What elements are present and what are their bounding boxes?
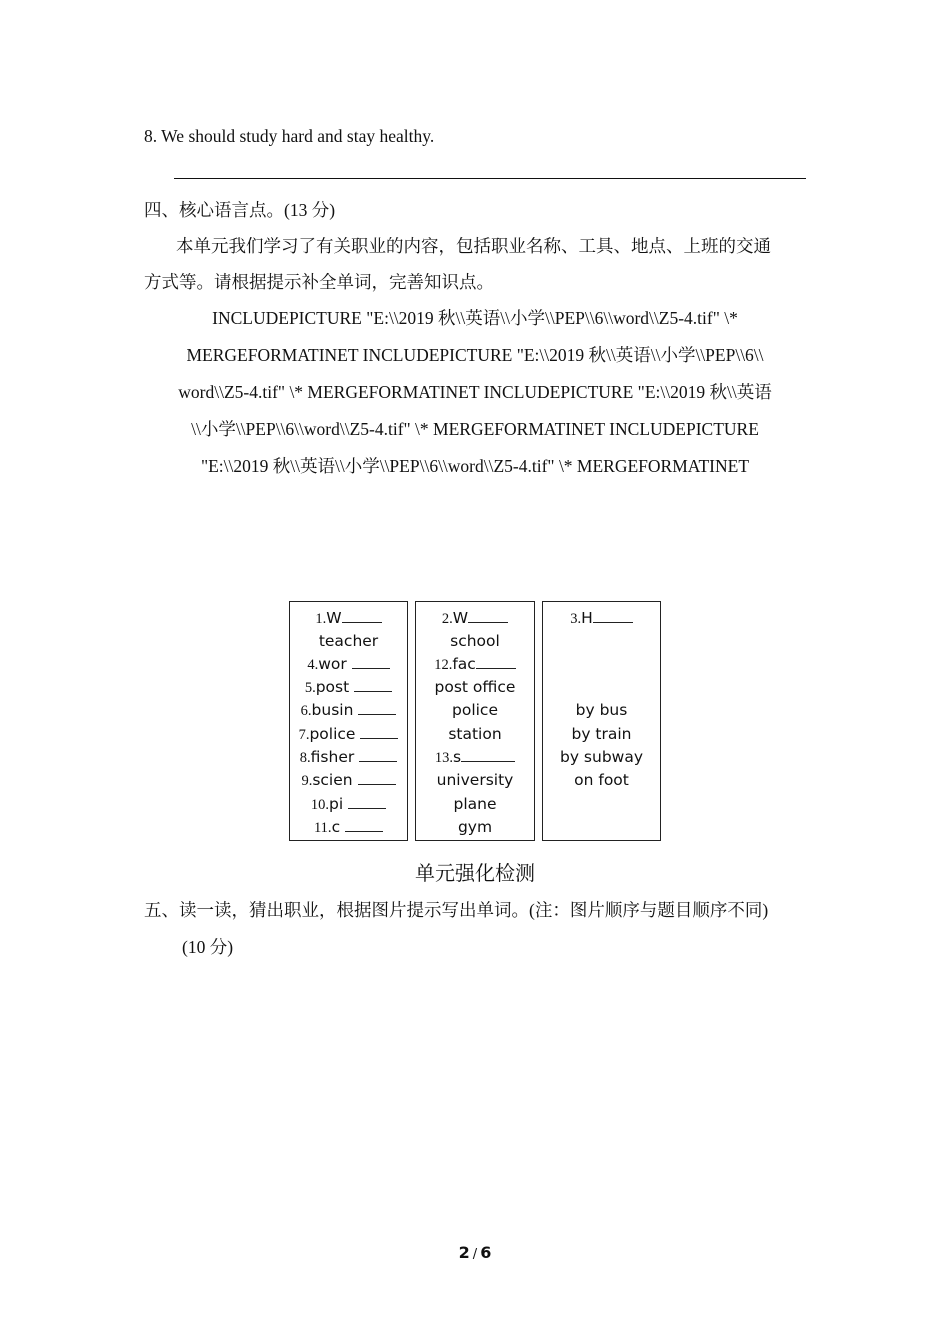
item-8: 8.fisher [290,748,407,767]
section-4-intro-line-2: 方式等。请根据提示补全单词，完善知识点。 [144,272,494,292]
word-school: school [450,632,500,650]
word-teacher: teacher [318,632,379,650]
box-2-header: 2.W [416,609,534,628]
item-10: 10.pi [290,795,407,814]
word-on-foot: on foot [574,771,629,789]
question-8: 8. We should study hard and stay healthy. [144,126,435,146]
box-3-header: 3.H [543,609,660,628]
word-by-subway: by subway [559,748,644,766]
transport-box [542,601,661,841]
word-by-bus: by bus [575,701,628,719]
word-police: police [452,701,498,719]
word-university: university [436,771,514,789]
word-station: station [448,725,502,743]
item-13: 13.s [416,748,534,767]
field-code-line: MERGEFORMATINET INCLUDEPICTURE "E:\\2019 秋\\英语\\小学\\PEP\\6\\ [186,345,764,365]
item-12: 12.fac [416,655,534,674]
item-9: 9.scien [290,771,407,790]
field-code-line: "E:\\2019 秋\\英语\\小学\\PEP\\6\\word\\Z5-4.tif" \* MERGEFORMATINET [200,456,750,476]
box-1-header: 1.W [290,609,407,628]
item-6: 6.busin [290,701,407,720]
word-plane: plane [453,795,497,813]
field-code-line: word\\Z5-4.tif" \* MERGEFORMATINET INCLUDEPICTURE "E:\\2019 秋\\英语 [178,382,772,402]
section-4-intro-line-1: 本单元我们学习了有关职业的内容，包括职业名称、工具、地点、上班的交通 [176,236,771,256]
item-7: 7.police [290,725,407,744]
section-5-heading: 五、读一读，猜出职业，根据图片提示写出单词。(注：图片顺序与题目顺序不同) [144,900,769,920]
unit-title: 单元强化检测 [415,863,535,885]
page-number: 2 / 6 [458,1243,492,1262]
workplaces-box [415,601,535,841]
word-post-office: post office [434,678,516,696]
item-4: 4.wor [290,655,407,674]
jobs-box [289,601,408,841]
word-gym: gym [457,818,493,836]
field-code-line: INCLUDEPICTURE "E:\\2019 秋\\英语\\小学\\PEP\\6\\word\\Z5-4.tif" \* [212,308,738,328]
section-4-heading: 四、核心语言点。(13 分) [144,200,336,220]
section-5-score: (10 分) [182,937,234,957]
answer-line [174,178,806,179]
item-5: 5.post [290,678,407,697]
field-code-line: \\小学\\PEP\\6\\word\\Z5-4.tif" \* MERGEFORMATINET INCLUDEPICTURE [191,419,759,439]
word-by-train: by train [571,725,632,743]
item-11: 11.c [290,818,407,837]
